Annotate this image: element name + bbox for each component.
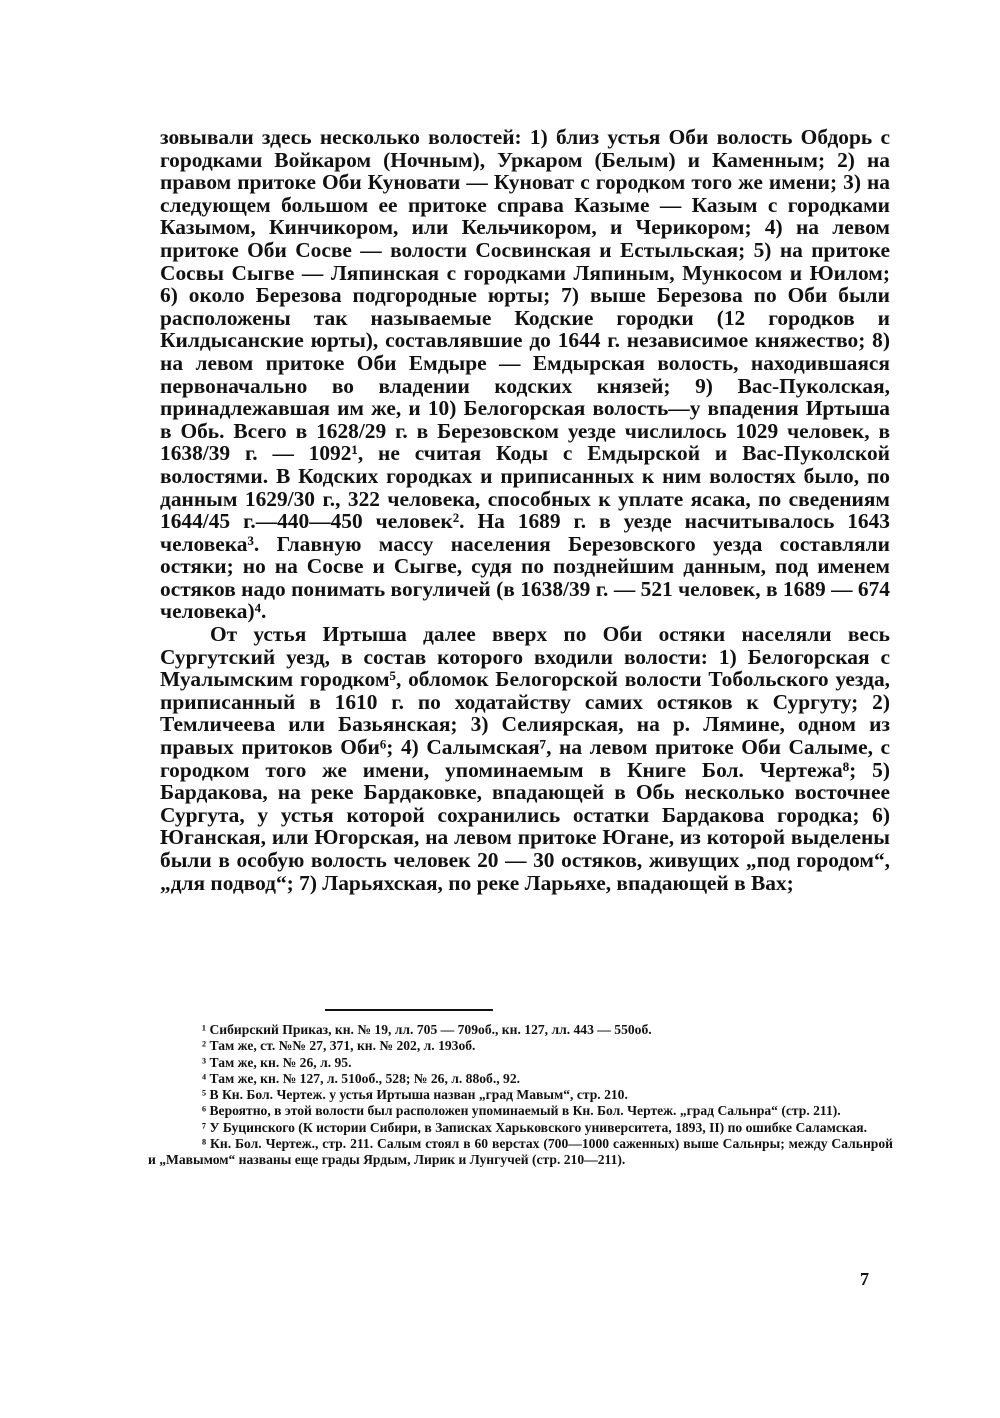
footnote-4: ⁴ Там же, кн. № 127, л. 510об., 528; № 26, л. 88об., 92. xyxy=(202,1070,521,1086)
footnote-5: ⁵ В Кн. Бол. Чертеж. у устья Иртыша назван „град Мавым“, стр. 210. xyxy=(202,1087,628,1103)
footnote-7: ⁷ У Буцинского (К истории Сибири, в Записках Харьковского университета, 1893, II) по ошибке Саламская. xyxy=(202,1119,868,1135)
paragraph-1: зовывали здесь несколько волостей: 1) близ устья Оби волость Обдорь с городками Войкаром (Ночным), Уркаром (Белым) и Каменным; 2) на правом притоке Оби Куновати — Куноват с городком того же имени; 3) на следующем большом ее притоке справа Казыме — Казым с городками Казымом, Кинчикором, или Кельчикором, и Черикором; 4) на левом притоке Оби Сосве — волости Сосвинская и Естыльская; 5) на притоке Сосвы Сыгве — Ляпинская с городками Ляпиным, Мункосом и Юилом; 6) около Березова подгородные юрты; 7) выше Березова по Оби были расположены так называемые Кодские городки (12 городков и Килдысанские юрты), составлявшие до 1644 г. независимое княжество; 8) на левом притоке Оби Емдыре — Емдырская волость, находившаяся первоначально во владении кодских князей; 9) Вас-Пуколская, принадлежавшая им же, и 10) Белогорская волость—у впадения Иртыша в Обь. Всего в 1628/29 г. в Березовском уезде числилось 1029 человек, в 1638/39 г. — 1092¹, не считая Коды с Емдырской и Вас-Пуколской волостями. В Кодских городках и приписанных к ним волостях было, по данным 1629/30 г., 322 человека, способных к уплате ясака, по сведениям 1644/45 г.—440—450 человек². На 1689 г. в уезде насчитывалось 1643 человека³. Главную массу населения Березовского уезда составляли остяки; но на Сосве и Сыгве, судя по позднейшим данным, под именем остяков надо понимать вогуличей (в 1638/39 г. — 521 человек, в 1689 — 674 человека)⁴. xyxy=(160,125,890,624)
footnotes xyxy=(148,1022,893,1169)
footnote-3: ³ Там же, кн. № 26, л. 95. xyxy=(202,1054,352,1070)
footnote-6: ⁶ Вероятно, в этой волости был расположен упоминаемый в Кн. Бол. Чертеж. „град Сальнра“ (стр. 211). xyxy=(202,1103,841,1119)
main-text xyxy=(160,126,890,894)
footnote-1: ¹ Сибирский Приказ, кн. № 19, лл. 705 — 709об., кн. 127, лл. 443 — 550об. xyxy=(202,1022,652,1037)
page-number: 7 xyxy=(860,1269,869,1289)
footnote-8: ⁸ Кн. Бол. Чертеж., стр. 211. Салым стоял в 60 верстах (700—1000 саженных) выше Сальнры; между Сальнрой и „Мавымом“ названы еще грады Ярдым, Лирик и Лунгучей (стр. 210—211). xyxy=(148,1136,893,1168)
paragraph-2: От устья Иртыша далее вверх по Оби остяки населяли весь Сургутский уезд, в состав которого входили волости: 1) Белогорская с Муалымским городком⁵, обломок Белогорской волости Тобольского уезда, приписанный в 1610 г. по ходатайству самих остяков к Сургуту; 2) Темличеева или Базьянская; 3) Селиярская, на р. Лямине, одном из правых притоков Оби⁶; 4) Салымская⁷, на левом притоке Оби Салыме, с городком того же имени, упоминаемым в Книге Бол. Чертежа⁸; 5) Бардакова, на реке Бардаковке, впадающей в Обь несколько восточнее Сургута, у устья которой сохранились остатки Бардакова городка; 6) Юганская, или Югорская, на левом притоке Югане, из которой выделены были в особую волость человек 20 — 30 остяков, живущих „под городом“, „для подвод“; 7) Ларьяхская, по реке Ларьяхе, впадающей в Вах; xyxy=(160,622,890,895)
footnote-2: ² Там же, ст. №№ 27, 371, кн. № 202, л. 193об. xyxy=(202,1038,476,1054)
footnote-separator xyxy=(325,1009,493,1011)
